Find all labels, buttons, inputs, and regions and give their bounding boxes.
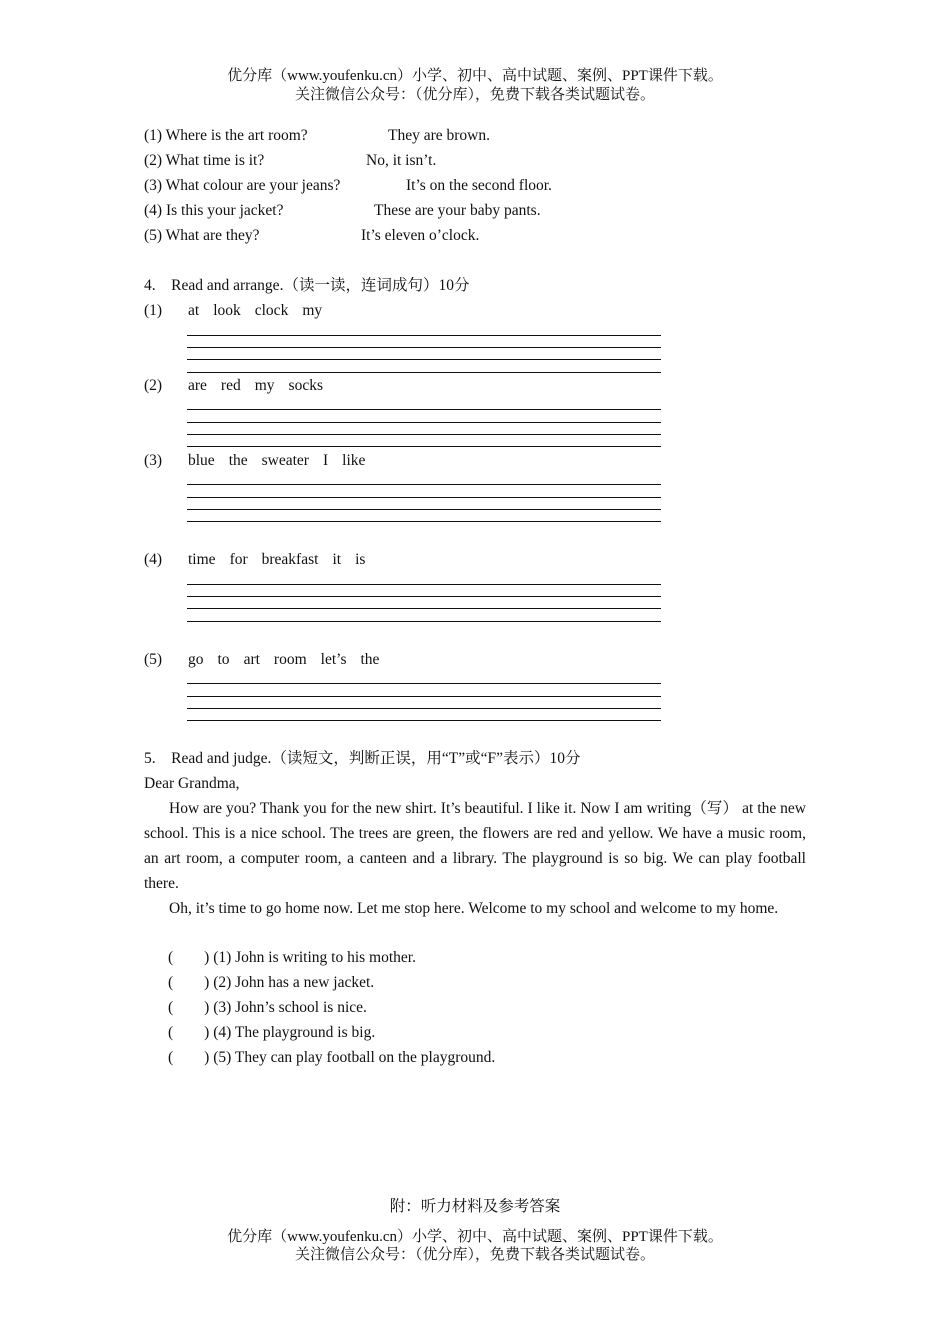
item-number: (4) bbox=[144, 551, 163, 568]
answer-line bbox=[187, 696, 661, 697]
word: are bbox=[188, 377, 207, 394]
answer-line bbox=[187, 621, 661, 622]
appendix-title: 附：听力材料及参考答案 bbox=[389, 1198, 561, 1215]
match-question: (3) What colour are your jeans? bbox=[144, 177, 341, 194]
match-answer: These are your baby pants. bbox=[374, 202, 541, 219]
item-number: (3) bbox=[144, 452, 163, 469]
word: socks bbox=[288, 377, 323, 394]
answer-line bbox=[187, 521, 661, 522]
match-question: (2) What time is it? bbox=[144, 152, 265, 169]
word: it bbox=[332, 551, 342, 568]
word-list bbox=[188, 451, 379, 471]
answer-line bbox=[187, 584, 661, 585]
item-number: (1) bbox=[144, 302, 163, 319]
answer-line bbox=[187, 708, 661, 709]
match-question: (1) Where is the art room? bbox=[144, 127, 308, 144]
word: to bbox=[217, 651, 230, 668]
word: blue bbox=[188, 452, 215, 469]
answer-line bbox=[187, 422, 661, 423]
section-4-title: 4. Read and arrange.（读一读，连词成句）10分 bbox=[144, 277, 470, 294]
answer-line bbox=[187, 509, 661, 510]
answer-line bbox=[187, 497, 661, 498]
word-list bbox=[188, 550, 379, 570]
word: sweater bbox=[261, 452, 309, 469]
section-5-title: 5. Read and judge.（读短文，判断正误，用“T”或“F”表示）10分 bbox=[144, 750, 581, 767]
match-answer: It’s on the second floor. bbox=[406, 177, 552, 194]
letter-greeting: Dear Grandma, bbox=[144, 775, 240, 792]
answer-line bbox=[187, 596, 661, 597]
word: look bbox=[213, 302, 241, 319]
word-list bbox=[188, 376, 337, 396]
letter-paragraph-2: Oh, it’s time to go home now. Let me stop here. Welcome to my school and welcome to my home. bbox=[169, 900, 779, 917]
letter-paragraph-1: How are you? Thank you for the new shirt. It’s beautiful. I like it. Now I am writing（写） at the new school. This is a nice school. The trees are green, the flowers are red and yellow. We have a music room, an art room, a computer room, a canteen and a library. The playground is so big. We can play football there. bbox=[144, 800, 806, 892]
footer-line-1: 优分库（www.youfenku.cn）小学、初中、高中试题、案例、PPT课件下载。 bbox=[227, 1229, 723, 1245]
word: the bbox=[228, 452, 248, 469]
match-answer: No, it isn’t. bbox=[366, 152, 437, 169]
word: the bbox=[360, 651, 380, 668]
judge-statement: ( ) (5) They can play football on the playground. bbox=[168, 1049, 496, 1066]
item-number: (2) bbox=[144, 377, 163, 394]
word: let’s bbox=[320, 651, 347, 668]
word: my bbox=[254, 377, 275, 394]
footer-line-2: 关注微信公众号：（优分库），免费下载各类试题试卷。 bbox=[294, 1247, 655, 1263]
word: clock bbox=[254, 302, 289, 319]
word: I bbox=[322, 452, 329, 469]
word-list bbox=[188, 301, 336, 321]
answer-line bbox=[187, 372, 661, 373]
answer-line bbox=[187, 484, 661, 485]
answer-line bbox=[187, 347, 661, 348]
word: go bbox=[188, 651, 204, 668]
word: at bbox=[188, 302, 200, 319]
match-answer: They are brown. bbox=[388, 127, 490, 144]
word: like bbox=[342, 452, 366, 469]
word: for bbox=[229, 551, 248, 568]
header-line-1: 优分库（www.youfenku.cn）小学、初中、高中试题、案例、PPT课件下载。 bbox=[227, 68, 723, 84]
answer-line bbox=[187, 434, 661, 435]
answer-line bbox=[187, 720, 661, 721]
answer-line bbox=[187, 359, 661, 360]
answer-line bbox=[187, 409, 661, 410]
word: breakfast bbox=[261, 551, 319, 568]
judge-statement: ( ) (1) John is writing to his mother. bbox=[168, 949, 416, 966]
word: is bbox=[355, 551, 366, 568]
word: room bbox=[273, 651, 307, 668]
word: time bbox=[188, 551, 216, 568]
judge-statement: ( ) (4) The playground is big. bbox=[168, 1024, 376, 1041]
item-number: (5) bbox=[144, 651, 163, 668]
answer-line bbox=[187, 446, 661, 447]
answer-line bbox=[187, 683, 661, 684]
match-question: (4) Is this your jacket? bbox=[144, 202, 284, 219]
header-line-2: 关注微信公众号：（优分库），免费下载各类试题试卷。 bbox=[294, 87, 655, 103]
word: red bbox=[220, 377, 241, 394]
answer-line bbox=[187, 608, 661, 609]
match-answer: It’s eleven o’clock. bbox=[361, 227, 480, 244]
judge-statement: ( ) (2) John has a new jacket. bbox=[168, 974, 375, 991]
word: my bbox=[302, 302, 323, 319]
judge-statement: ( ) (3) John’s school is nice. bbox=[168, 999, 367, 1016]
match-question: (5) What are they? bbox=[144, 227, 260, 244]
word: art bbox=[243, 651, 260, 668]
answer-line bbox=[187, 335, 661, 336]
word-list bbox=[188, 650, 393, 670]
